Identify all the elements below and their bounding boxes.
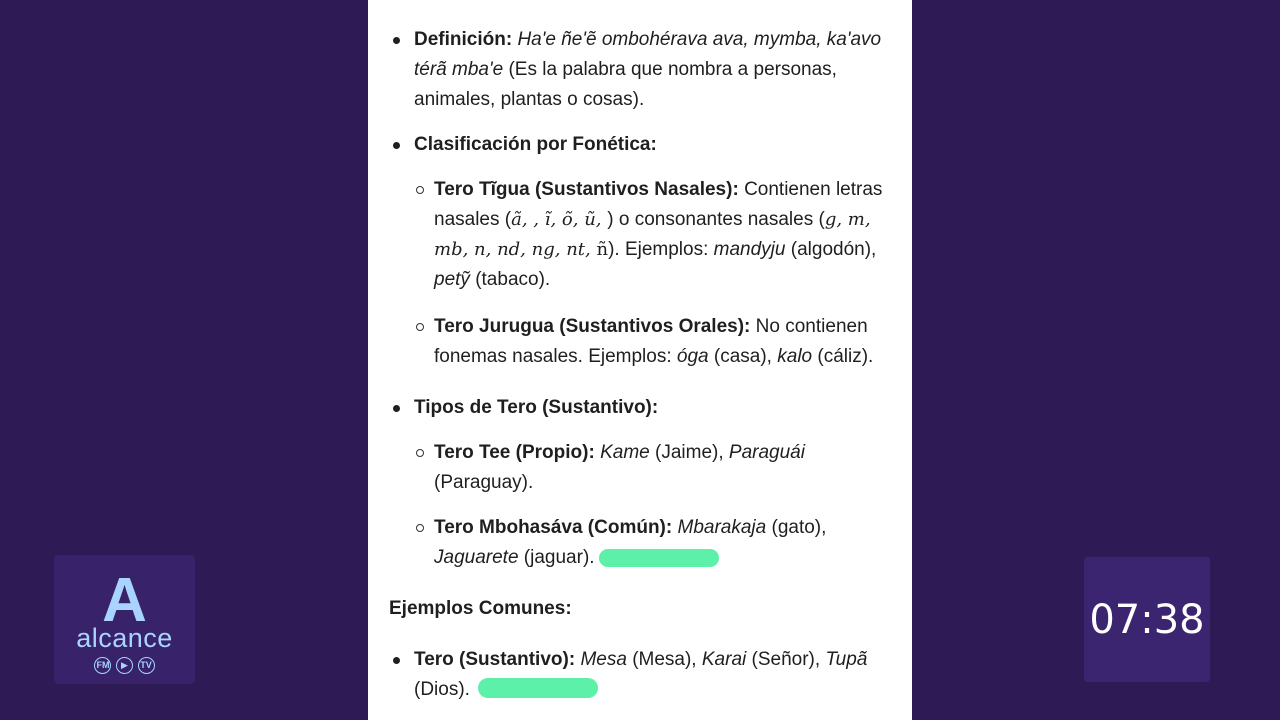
jurugua-example-2: kalo <box>777 346 813 367</box>
tigua-label: Tero Tĩgua (Sustantivos Nasales): <box>434 179 739 200</box>
clock-time: 07:38 <box>1089 597 1205 643</box>
logo-badges <box>54 657 195 674</box>
tigua-enye: ñ <box>596 239 609 260</box>
tigua-translation-1: (algodón), <box>790 239 877 260</box>
highlight-mark <box>599 549 719 567</box>
tero-example-1: Mesa <box>580 649 627 670</box>
document-panel <box>368 0 912 720</box>
definicion-spanish: (Es la palabra que nombra a personas, animales, plantas o cosas). <box>414 59 837 110</box>
tero-label: Tero (Sustantivo): <box>414 649 576 670</box>
tee-example-2: Paraguái <box>728 442 805 463</box>
clasificacion-label: Clasificación por Fonética: <box>414 134 657 155</box>
jurugua-item <box>434 312 900 372</box>
tero-translation-2: (Señor), <box>751 649 821 670</box>
highlight-mark-2 <box>478 678 598 698</box>
logo-letter: A <box>102 566 147 635</box>
jurugua-text: No contienen fonemas nasales. Ejemplos: <box>434 316 868 367</box>
jurugua-label: Tero Jurugua (Sustantivos Orales): <box>434 316 751 337</box>
logo-word: alcance <box>76 623 173 653</box>
mbohasava-label: Tero Mbohasáva (Común): <box>434 517 673 538</box>
tee-translation-2: (Paraguay). <box>434 472 534 493</box>
clasificacion-item <box>414 130 894 160</box>
mbohasava-example-1: Mbarakaja <box>677 517 767 538</box>
tero-example-3: Tupã <box>825 649 868 670</box>
tigua-translation-2: (tabaco). <box>475 269 551 290</box>
jurugua-translation-2: (cáliz). <box>817 346 874 367</box>
tigua-consonants: g, m, mb, n, nd, ng, nt, <box>434 209 871 260</box>
definicion-item <box>414 25 894 115</box>
tero-example-2: Karai <box>701 649 747 670</box>
fm-badge: FM <box>94 657 111 674</box>
definicion-label: Definición: <box>414 29 513 50</box>
tigua-item <box>434 175 900 295</box>
jurugua-translation-1: (casa), <box>713 346 772 367</box>
tero-translation-3: (Dios). <box>414 679 470 700</box>
mbohasava-example-2: Jaguarete <box>434 547 519 568</box>
tigua-text2: ) o consonantes nasales ( <box>607 209 825 230</box>
tee-label: Tero Tee (Propio): <box>434 442 595 463</box>
tigua-example-1: mandyju <box>713 239 786 260</box>
tero-translation-1: (Mesa), <box>632 649 697 670</box>
tv-badge: TV <box>138 657 155 674</box>
mbohasava-translation-2: (jaguar). <box>523 547 595 568</box>
tigua-example-2: petỹ <box>434 269 470 290</box>
tee-example-1: Kame <box>600 442 650 463</box>
definicion-guarani: Ha'e ñe'ẽ ombohérava ava, mymba, ka'avo térã mba'e <box>414 29 882 80</box>
tipos-item <box>414 393 894 423</box>
tigua-text1: Contienen letras nasales ( <box>434 179 883 230</box>
play-icon: ▶ <box>116 657 133 674</box>
mbohasava-translation-1: (gato), <box>771 517 827 538</box>
clock-box <box>1084 557 1210 682</box>
tigua-text3: ). Ejemplos: <box>608 239 709 260</box>
tipos-label: Tipos de Tero (Sustantivo): <box>414 397 659 418</box>
tee-translation-1: (Jaime), <box>655 442 724 463</box>
tee-item <box>434 438 900 498</box>
jurugua-example-1: óga <box>676 346 709 367</box>
mbohasava-item <box>434 513 900 573</box>
alcance-logo <box>54 555 195 684</box>
ejemplos-heading: Ejemplos Comunes: <box>389 598 572 619</box>
tigua-vowels: ã, , ĩ, õ, ũ, <box>511 209 608 230</box>
